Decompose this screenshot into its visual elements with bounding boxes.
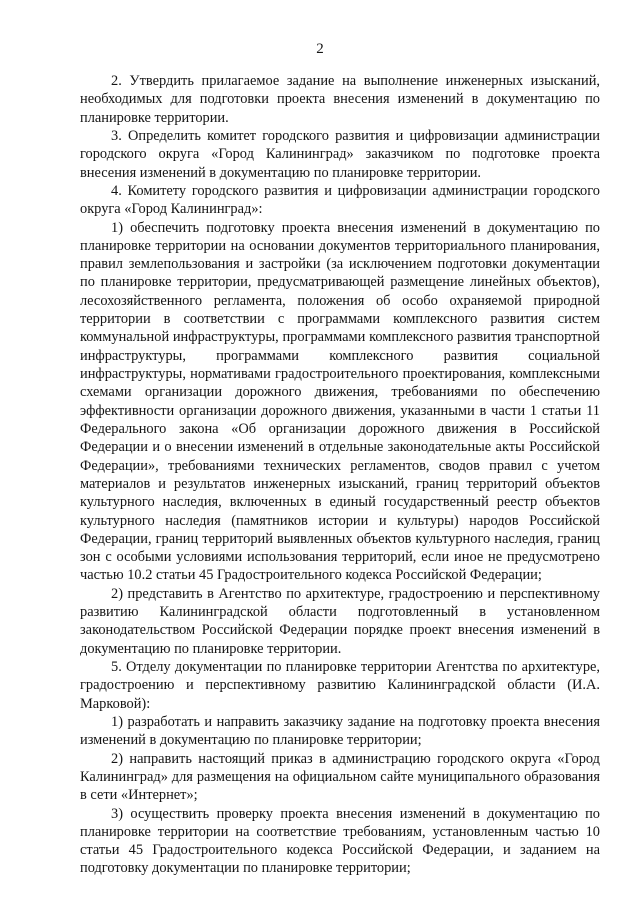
paragraph-item-4-2-submit-project: 2) представить в Агентство по архитектуре, градостроению и перспективному развитию Калининградской области подготовленный в установленном законодательством Российской Федерации порядке проект внесения изменений в документацию по планировке территории.	[80, 585, 600, 657]
paragraph-item-5-1-develop-task: 1) разработать и направить заказчику задание на подготовку проекта внесения изменений в документацию по планировке территории;	[80, 713, 600, 749]
paragraph-item-3-define-customer: 3. Определить комитет городского развития и цифровизации администрации городского округа «Город Калининград» заказчиком по подготовке проекта внесения изменений в документацию по планировке территории.	[80, 127, 600, 181]
document-body	[80, 72, 600, 878]
paragraph-item-4-1-ensure-preparation: 1) обеспечить подготовку проекта внесения изменений в документацию по планировке территории на основании документов территориального планирования, правил землепользования и застройки (за исключением подготовки документации по планировке территории, предусматривающей размещение линейных объектов), лесохозяйственного регламента, положения об особо охраняемой природной территории в соответствии с программами комплексного развития систем коммунальной инфраструктуры, программами комплексного развития транспортной инфраструктуры, программами комплексного развития социальной инфраструктуры, нормативами градостроительного проектирования, комплексными схемами организации дорожного движения, требованиями по обеспечению эффективности организации дорожного движения, указанными в части 1 статьи 11 Федерального закона «Об организации дорожного движения в Российской Федерации и о внесении изменений в отдельные законодательные акты Российской Федерации», требованиями технических регламентов, сводов правил с учетом материалов и результатов инженерных изысканий, границ территорий объектов культурного наследия, включенных в единый государственный реестр объектов культурного наследия (памятников истории и культуры) народов Российской Федерации, границ территорий выявленных объектов культурного наследия, границ зон с особыми условиями использования территорий, если иное не предусмотрено частью 10.2 статьи 45 Градостроительного кодекса Российской Федерации;	[80, 219, 600, 584]
paragraph-item-5-3-verify-project: 3) осуществить проверку проекта внесения изменений в документацию по планировке территории на соответствие требованиям, установленным частью 10 статьи 45 Градостроительного кодекса Российской Федерации, и заданием на подготовку документации по планировке территории;	[80, 805, 600, 877]
paragraph-item-4-committee: 4. Комитету городского развития и цифровизации администрации городского округа «Город Калининград»:	[80, 182, 600, 218]
page-number: 2	[316, 41, 324, 57]
paragraph-item-2-approve-task: 2. Утвердить прилагаемое задание на выполнение инженерных изысканий, необходимых для подготовки проекта внесения изменений в документацию по планировке территории.	[80, 73, 600, 126]
paragraph-item-5-2-send-order: 2) направить настоящий приказ в администрацию городского округа «Город Калининград» для размещения на официальном сайте муниципального образования в сети «Интернет»;	[80, 750, 600, 804]
paragraph-item-5-department: 5. Отделу документации по планировке территории Агентства по архитектуре, градостроению и перспективному развитию Калининградской области (И.А. Марковой):	[80, 659, 600, 712]
